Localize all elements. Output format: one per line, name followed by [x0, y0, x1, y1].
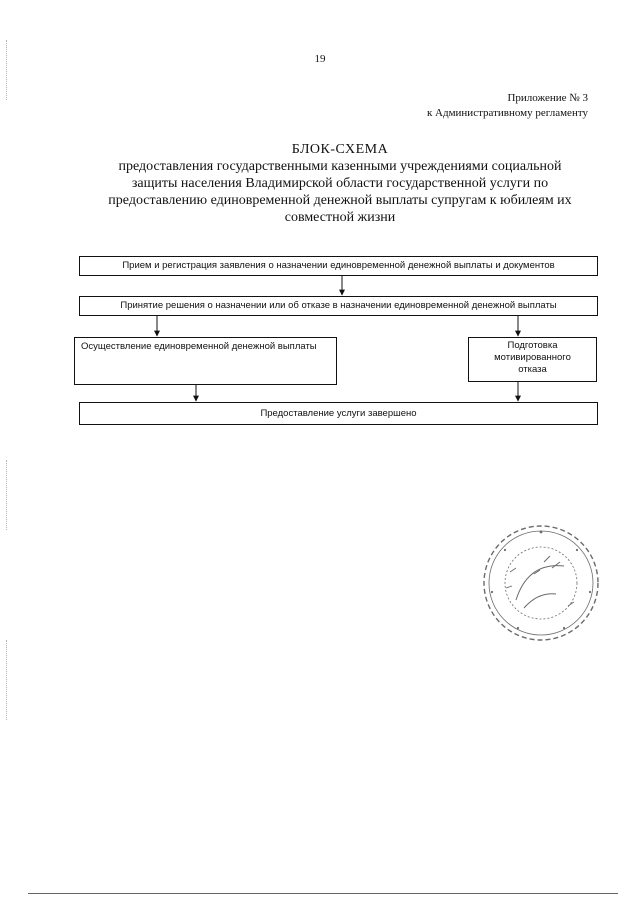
flow-step-label: Предоставление услуги завершено [260, 408, 417, 419]
appendix-label: Приложение № 3 [507, 92, 588, 104]
subtitle-line: защиты населения Владимирской области государственной услуги по [131, 176, 549, 191]
page-bottom-rule [28, 893, 618, 894]
flow-step-label: Осуществление единовременной денежной выплаты [81, 341, 317, 352]
flow-step-reception [79, 256, 598, 276]
flow-step-label-line: мотивированного [494, 352, 571, 363]
official-seal-stamp [480, 522, 602, 644]
flow-step-label: Прием и регистрация заявления о назначении единовременной денежной выплаты и документов [122, 260, 555, 271]
flow-step-label-line: отказа [518, 364, 547, 375]
flow-step-label: Принятие решения о назначении или об отказе в назначении единовременной денежной выплаты [120, 300, 557, 311]
flow-step-payment [74, 337, 337, 385]
flow-step-refusal [468, 337, 597, 382]
subtitle-line: предоставлению единовременной денежной выплаты супругам к юбилеям их [108, 193, 572, 208]
flow-step-label-line: Подготовка [507, 340, 558, 351]
page-number: 19 [314, 53, 326, 65]
flow-step-completed [79, 402, 598, 425]
subtitle-line: совместной жизни [284, 210, 396, 225]
flow-step-decision [79, 296, 598, 316]
diagram-title: БЛОК-СХЕМА [291, 142, 389, 157]
subtitle-line: предоставления государственными казенными учреждениями социальной [118, 159, 562, 174]
appendix-reference: к Административному регламенту [426, 107, 588, 119]
